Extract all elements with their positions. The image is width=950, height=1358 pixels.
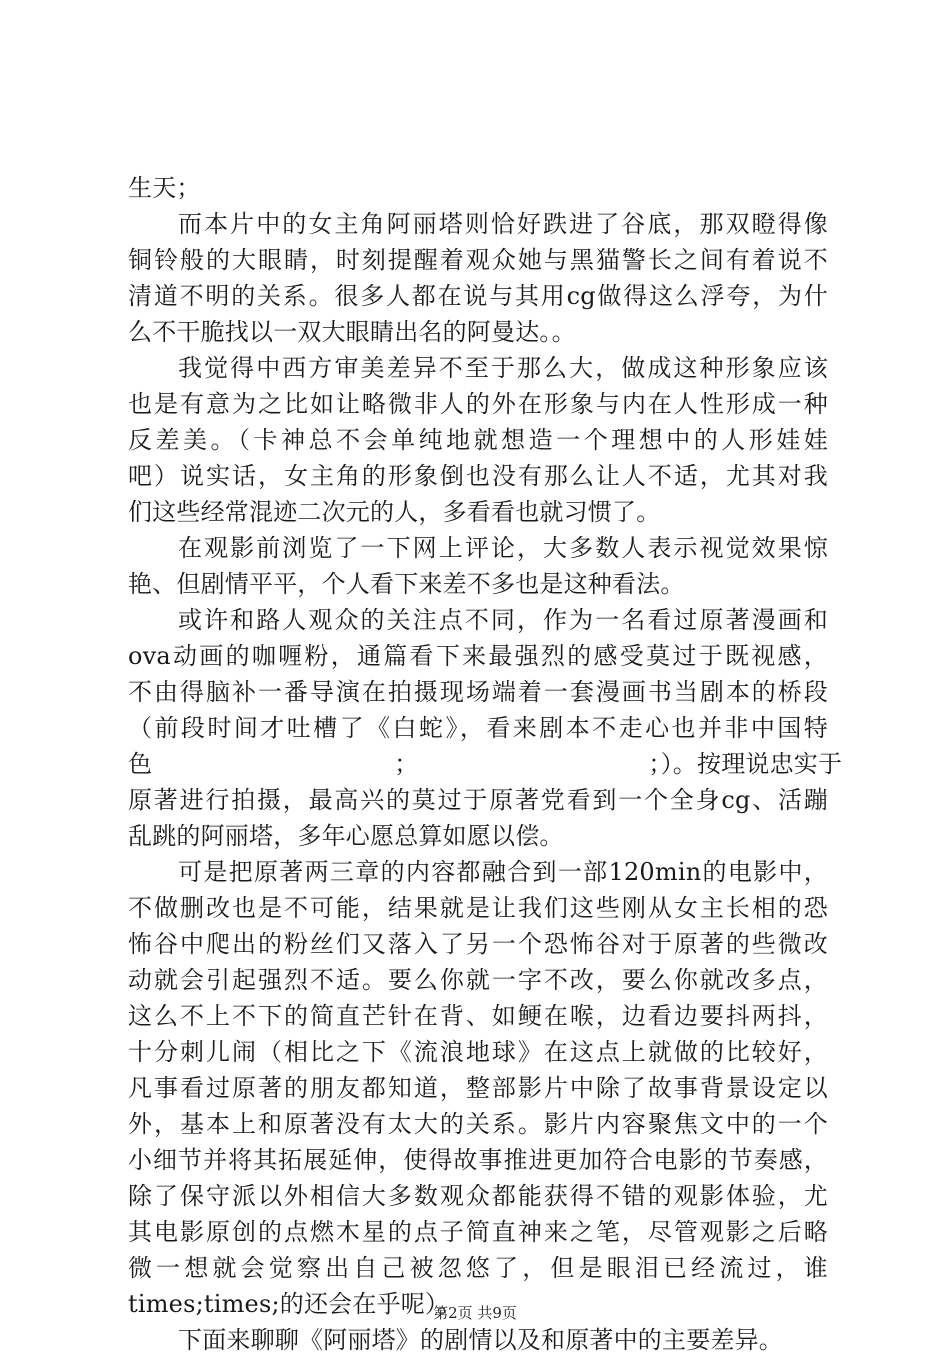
page-footer: 第2页 共9页 — [433, 1304, 517, 1322]
text-line: 乱跳的阿丽塔，多年心愿总算如愿以偿。 — [128, 822, 564, 850]
text-line: 色 ； ；）。按理说忠实于 — [128, 750, 843, 778]
text-line: ova动画的咖喱粉，通篇看下来最强烈的感受莫过于既视感， — [128, 642, 828, 670]
document-body — [128, 170, 843, 1358]
text-line: 可是把原著两三章的内容都融合到一部120min的电影中， — [178, 858, 828, 886]
text-line: 下面来聊聊《阿丽塔》的剧情以及和原著中的主要差异。 — [178, 1326, 783, 1354]
text-line: 生天； — [128, 174, 201, 202]
text-line: 清道不明的关系。很多人都在说与其用cg做得这么浮夸，为什 — [128, 282, 828, 310]
text-line: 除了保守派以外相信大多数观众都能获得不错的观影体验，尤 — [128, 1182, 828, 1210]
text-line: 怖谷中爬出的粉丝们又落入了另一个恐怖谷对于原著的些微改 — [128, 930, 828, 958]
text-line: 不由得脑补一番导演在拍摄现场端着一套漫画书当剧本的桥段 — [128, 678, 828, 706]
text-line: 吧）说实话，女主角的形象倒也没有那么让人不适，尤其对我 — [128, 462, 828, 490]
text-line: 铜铃般的大眼睛，时刻提醒着观众她与黑猫警长之间有着说不 — [128, 246, 828, 274]
text-line: 其电影原创的点燃木星的点子简直神来之笔，尽管观影之后略 — [128, 1218, 828, 1246]
text-line: 凡事看过原著的朋友都知道，整部影片中除了故事背景设定以 — [128, 1074, 828, 1102]
text-line: 么不干脆找以一双大眼睛出名的阿曼达。。 — [128, 318, 576, 346]
text-line: 不做删改也是不可能，结果就是让我们这些刚从女主长相的恐 — [128, 894, 828, 922]
text-line: 原著进行拍摄，最高兴的莫过于原著党看到一个全身cg、活蹦 — [128, 786, 828, 814]
text-line: 外，基本上和原著没有太大的关系。影片内容聚焦文中的一个 — [128, 1110, 828, 1138]
text-line: 而本片中的女主角阿丽塔则恰好跌进了谷底，那双瞪得像 — [178, 210, 828, 238]
text-line: 在观影前浏览了一下网上评论，大多数人表示视觉效果惊 — [178, 534, 828, 562]
text-line: 或许和路人观众的关注点不同，作为一名看过原著漫画和 — [178, 606, 828, 634]
text-line: 我觉得中西方审美差异不至于那么大，做成这种形象应该 — [178, 354, 828, 382]
text-line: 艳、但剧情平平，个人看下来差不多也是这种看法。 — [128, 570, 685, 598]
text-line: 小细节并将其拓展延伸，使得故事推进更加符合电影的节奏感， — [128, 1146, 828, 1174]
text-line: 们这些经常混迹二次元的人，多看看也就习惯了。 — [128, 498, 661, 526]
text-line: 十分刺儿闹（相比之下《流浪地球》在这点上就做的比较好， — [128, 1038, 828, 1066]
text-line: 动就会引起强烈不适。要么你就一字不改，要么你就改多点， — [128, 966, 828, 994]
text-line: 也是有意为之比如让略微非人的外在形象与内在人性形成一种 — [128, 390, 828, 418]
text-line: 这么不上不下的简直芒针在背、如鲠在喉，边看边要抖两抖， — [128, 1002, 828, 1030]
text-line: 微一想就会觉察出自己被忽悠了，但是眼泪已经流过，谁 — [128, 1254, 828, 1282]
text-line: 反差美。（卡神总不会单纯地就想造一个理想中的人形娃娃 — [128, 426, 828, 454]
text-line: （前段时间才吐槽了《白蛇》，看来剧本不走心也并非中国特 — [128, 714, 828, 742]
text-line: times;times;的还会在乎呢）。 — [128, 1290, 462, 1318]
